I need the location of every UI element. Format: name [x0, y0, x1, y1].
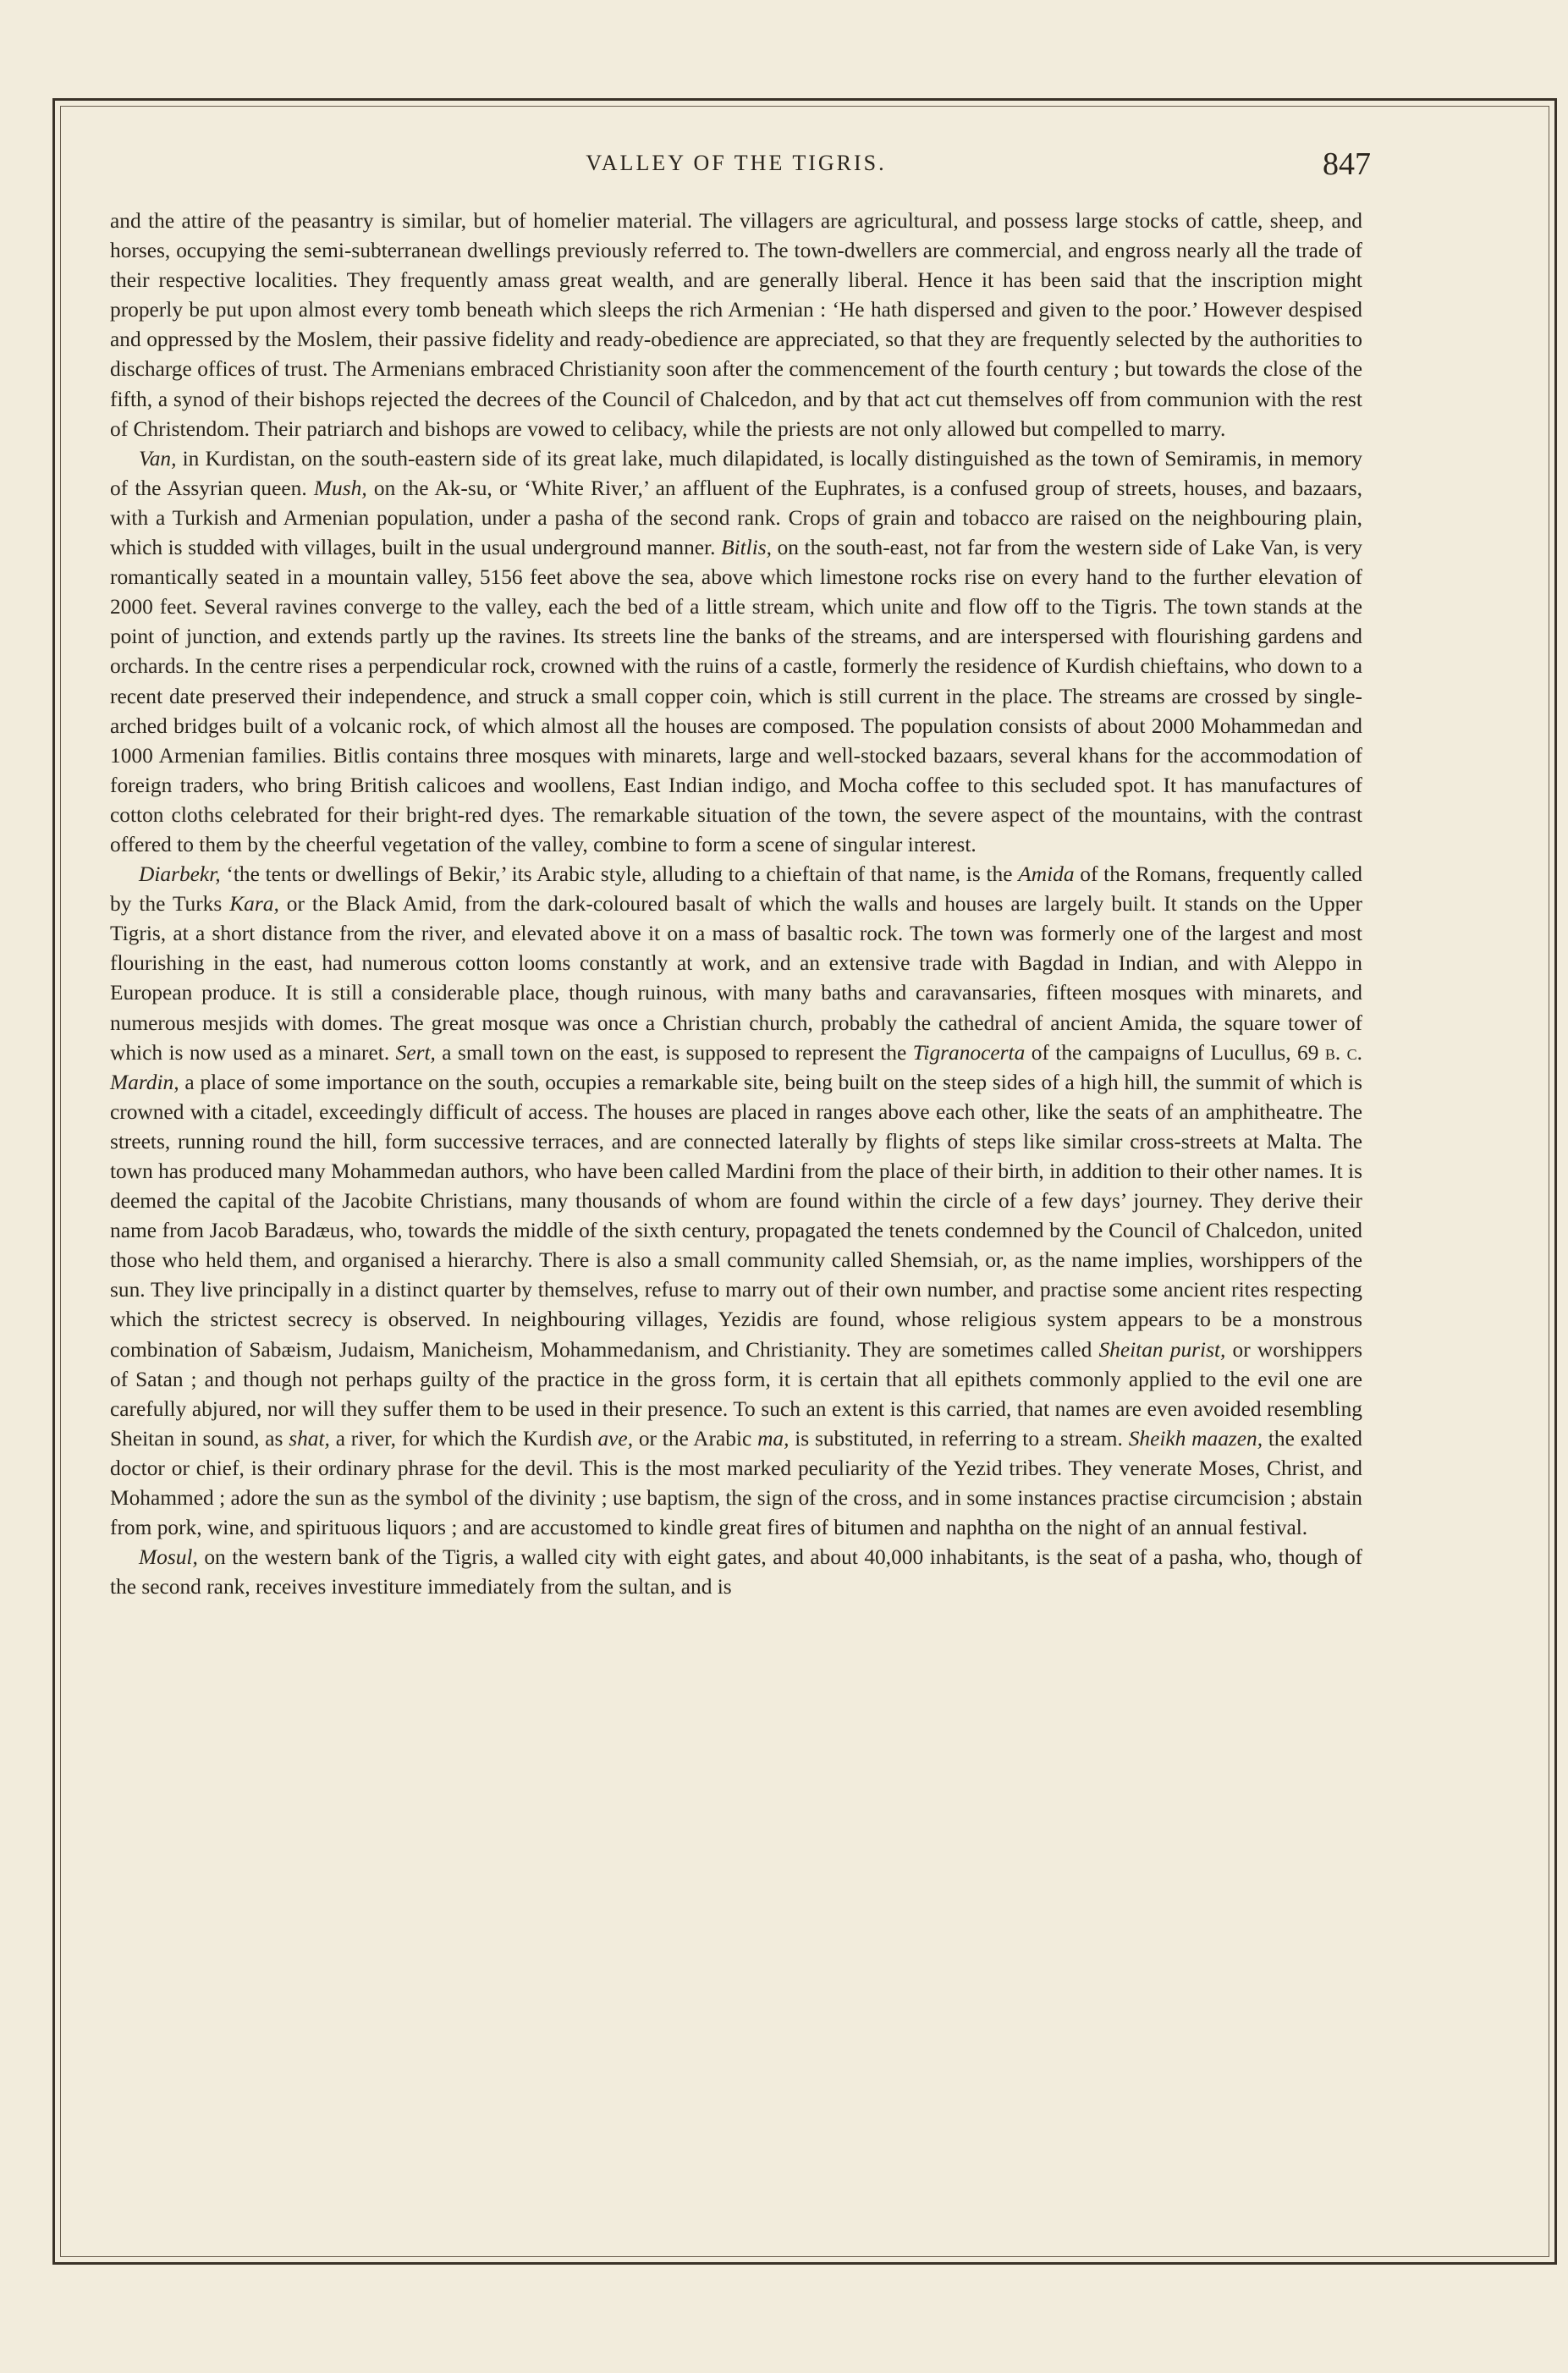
text-run: ‘the tents or dwellings of Bekir,’ its Arabic style, alluding to a chieftain of that name, is the — [220, 862, 1019, 887]
text-run: the exalted doctor or chief, is their ordinary phrase for the devil. This is the most marked peculiarity of the Yezid tribes. They venerate Moses, Christ, and Mohammed ; adore the sun as the symbol of the divinity ; use baptism, the sign of the cross, and in some instances practise circumcision ; abstain from pork, wine, and spirituous liquors ; and are accustomed to kindle great fires of bitumen and naphtha on the night of an annual festival. — [110, 1426, 1362, 1540]
text-run: a river, for which the Kurdish — [329, 1426, 598, 1451]
text-run: or the Black Amid, from the dark-coloured basalt of which the walls and houses are largely built. It stands on the Upper Tigris, at a short distance from the river, and elevated above it on a mass of basaltic rock. The town was formerly one of the largest and most flourishing in the east, had numerous cotton looms constantly at work, and an extensive trade with Bagdad in Indian, and with Aleppo in European produce. It is still a considerable place, though ruinous, with many baths and caravansaries, fifteen mosques with minarets, and numerous mesjids with domes. The great mosque was once a Christian church, probably the cathedral of ancient Amida, the square tower of which is now used as a minaret. — [110, 892, 1362, 1065]
italic-term: Diarbekr, — [139, 862, 221, 887]
paragraph — [110, 860, 1362, 1543]
italic-term: Mardin, — [110, 1070, 179, 1094]
page-header — [110, 146, 1371, 188]
text-run: on the south-east, not far from the western side of Lake Van, is very romantically seated in a mountain valley, 5156 feet above the sea, above which limestone rocks rise on every hand to the further elevation of 2000 feet. Several ravines converge to the valley, each the bed of a little stream, which unite and flow off to the Tigris. The town stands at the point of junction, and extends partly up the ravines. Its streets line the banks of the streams, and are interspersed with flourishing gardens and orchards. In the centre rises a perpendicular rock, crowned with the ruins of a castle, formerly the residence of Kurdish chieftains, who down to a recent date preserved their independence, and struck a small copper coin, which is still current in the place. The streams are crossed by single-arched bridges built of a volcanic rock, of which almost all the houses are composed. The population consists of about 2000 Mohammedan and 1000 Armenian families. Bitlis contains three mosques with minarets, large and well-stocked bazaars, several khans for the accommodation of foreign traders, who bring British calicoes and woollens, East Indian indigo, and Mocha coffee to this secluded spot. It has manufactures of cotton cloths celebrated for their bright-red dyes. The remarkable situation of the town, the severe aspect of the mountains, with the contrast offered to them by the cheerful vegetation of the valley, combine to form a scene of singular interest. — [110, 536, 1362, 856]
text-run: and the attire of the peasantry is similar, but of homelier material. The villagers are agricultural, and possess large stocks of cattle, sheep, and horses, occupying the semi-subterranean dwellings previously referred to. The town-dwellers are commercial, and engross nearly all the trade of their respective localities. They frequently amass great wealth, and are generally liberal. Hence it has been said that the inscription might properly be put upon almost every tomb beneath which sleeps the rich Armenian : ‘He hath dispersed and given to the poor.’ However despised and oppressed by the Moslem, their passive fidelity and ready-obedience are appreciated, so that they are frequently selected by the authorities to discharge offices of trust. The Armenians embraced Christianity soon after the commencement of the fourth century ; but towards the close of the fifth, a synod of their bishops rejected the decrees of the Council of Chalcedon, and by that act cut themselves off from communion with the rest of Christendom. Their patriarch and bishops are vowed to celibacy, while the priests are not only allowed but compelled to marry. — [110, 209, 1362, 441]
text-run: of the campaigns of Lucullus, 69 — [1025, 1040, 1325, 1065]
text-run: in Kurdistan, on the south-eastern side of its great lake, much dilapidated, is locally distinguished as the town of Semiramis, in memory of the Assyrian queen. — [110, 446, 1362, 500]
text-run: a small town on the east, is supposed to represent the — [435, 1040, 913, 1065]
italic-term: Sheitan purist, — [1098, 1337, 1226, 1362]
italic-term: Bitlis, — [721, 536, 773, 560]
italic-term: Sert, — [395, 1040, 436, 1065]
italic-term: ma, — [757, 1426, 790, 1451]
italic-term: shat, — [289, 1426, 330, 1451]
page-number: 847 — [1323, 146, 1371, 182]
text-run: a place of some importance on the south, occupies a remarkable site, being built on the steep sides of a high hill, the summit of which is crowned with a citadel, exceedingly difficult of access. The houses are placed in ranges above each other, like the seats of an amphitheatre. The streets, running round the hill, form successive terraces, and are connected laterally by flights of steps like similar cross-streets at Malta. The town has produced many Mohammedan authors, who have been called Mardini from the place of their birth, in addition to their other names. It is deemed the capital of the Jacobite Christians, many thousands of whom are found within the circle of a few days’ journey. They derive their name from Jacob Baradæus, who, towards the middle of the sixth century, propagated the tenets condemned by the Council of Chalcedon, united those who held them, and organised a hierarchy. There is also a small community called Shemsiah, or, as the name implies, worshippers of the sun. They live principally in a distinct quarter by themselves, refuse to marry out of their own number, and practise some ancient rites respecting which the strictest secrecy is observed. In neighbouring villages, Yezidis are found, whose religious system appears to be a monstrous combination of Sabæism, Judaism, Manicheism, Mohammedanism, and Christianity. They are sometimes called — [110, 1070, 1362, 1362]
text-run: or the Arabic — [633, 1426, 758, 1451]
italic-term: ave, — [597, 1426, 634, 1451]
text-run: on the western bank of the Tigris, a walled city with eight gates, and about 40,000 inhabitants, is the seat of a pasha, who, though of the second rank, receives investiture immediately from the sultan, and is — [110, 1545, 1362, 1599]
italic-term: Mosul, — [139, 1545, 198, 1570]
smallcaps-text: b. c. — [1324, 1040, 1362, 1065]
paragraph — [110, 1543, 1362, 1602]
text-run: is substituted, in referring to a stream. — [789, 1426, 1129, 1451]
text-run: of the Romans, frequently called by the Turks — [110, 862, 1362, 917]
paragraph — [110, 206, 1362, 444]
paragraph — [110, 444, 1362, 860]
text-run: or worshippers of Satan ; and though not perhaps guilty of the practice in the gross form, it is certain that all epithets commonly applied to the evil one are carefully abjured, nor will they suffer them to be used in their presence. To such an extent is this carried, that names are even avoided resembling Sheitan in sound, as — [110, 1337, 1362, 1451]
italic-term: Amida — [1018, 862, 1075, 887]
italic-term: Tigranocerta — [912, 1040, 1026, 1065]
italic-term: Van, — [139, 446, 177, 471]
body-text — [110, 206, 1362, 1602]
text-run: on the Ak-su, or ‘White River,’ an affluent of the Euphrates, is a confused group of streets, houses, and bazaars, with a Turkish and Armenian population, under a pasha of the second rank. Crops of grain and tobacco are raised on the neighbouring plain, which is studded with villages, built in the usual underground manner. — [110, 476, 1362, 560]
italic-term: Kara, — [229, 892, 279, 917]
italic-term: Mush, — [313, 476, 367, 500]
running-head: VALLEY OF THE TIGRIS. — [586, 151, 887, 175]
italic-term: Sheikh maazen, — [1128, 1426, 1263, 1451]
